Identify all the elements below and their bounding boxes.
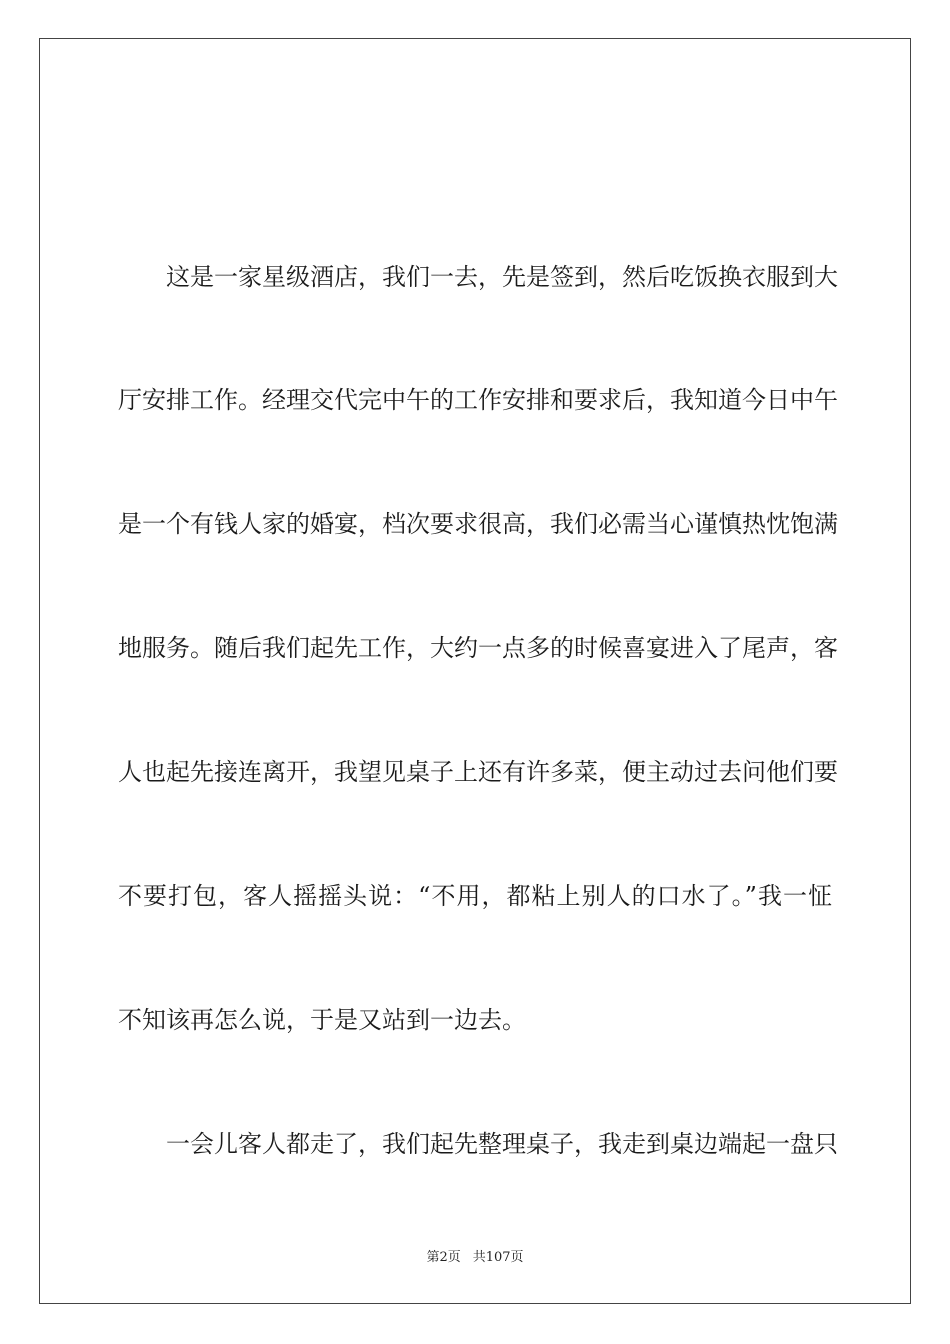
page-number: 第2页	[426, 1250, 461, 1265]
paragraph-1-line-7: 不知该再怎么说，于是又站到一边去。	[118, 1006, 526, 1034]
paragraph-1-line-5: 人也起先接连离开，我望见桌子上还有许多菜，便主动过去问他们要	[118, 758, 838, 786]
paragraph-1-line-6: 不要打包，客人摇摇头说：“不用，都粘上别人的口水了。”我一怔	[118, 882, 832, 910]
page-footer	[0, 1250, 950, 1266]
paragraph-1-line-2: 厅安排工作。经理交代完中午的工作安排和要求后，我知道今日中午	[118, 386, 838, 414]
paragraph-1-line-4: 地服务。随后我们起先工作，大约一点多的时候喜宴进入了尾声，客	[118, 634, 838, 662]
paragraph-1-line-1: 这是一家星级酒店，我们一去，先是签到，然后吃饭换衣服到大	[166, 263, 838, 291]
paragraph-1-line-3: 是一个有钱人家的婚宴，档次要求很高，我们必需当心谨慎热忱饱满	[118, 510, 838, 538]
page-border	[39, 38, 911, 1304]
paragraph-2-line-1: 一会儿客人都走了，我们起先整理桌子，我走到桌边端起一盘只	[166, 1130, 838, 1158]
page-total: 共107页	[472, 1250, 524, 1265]
